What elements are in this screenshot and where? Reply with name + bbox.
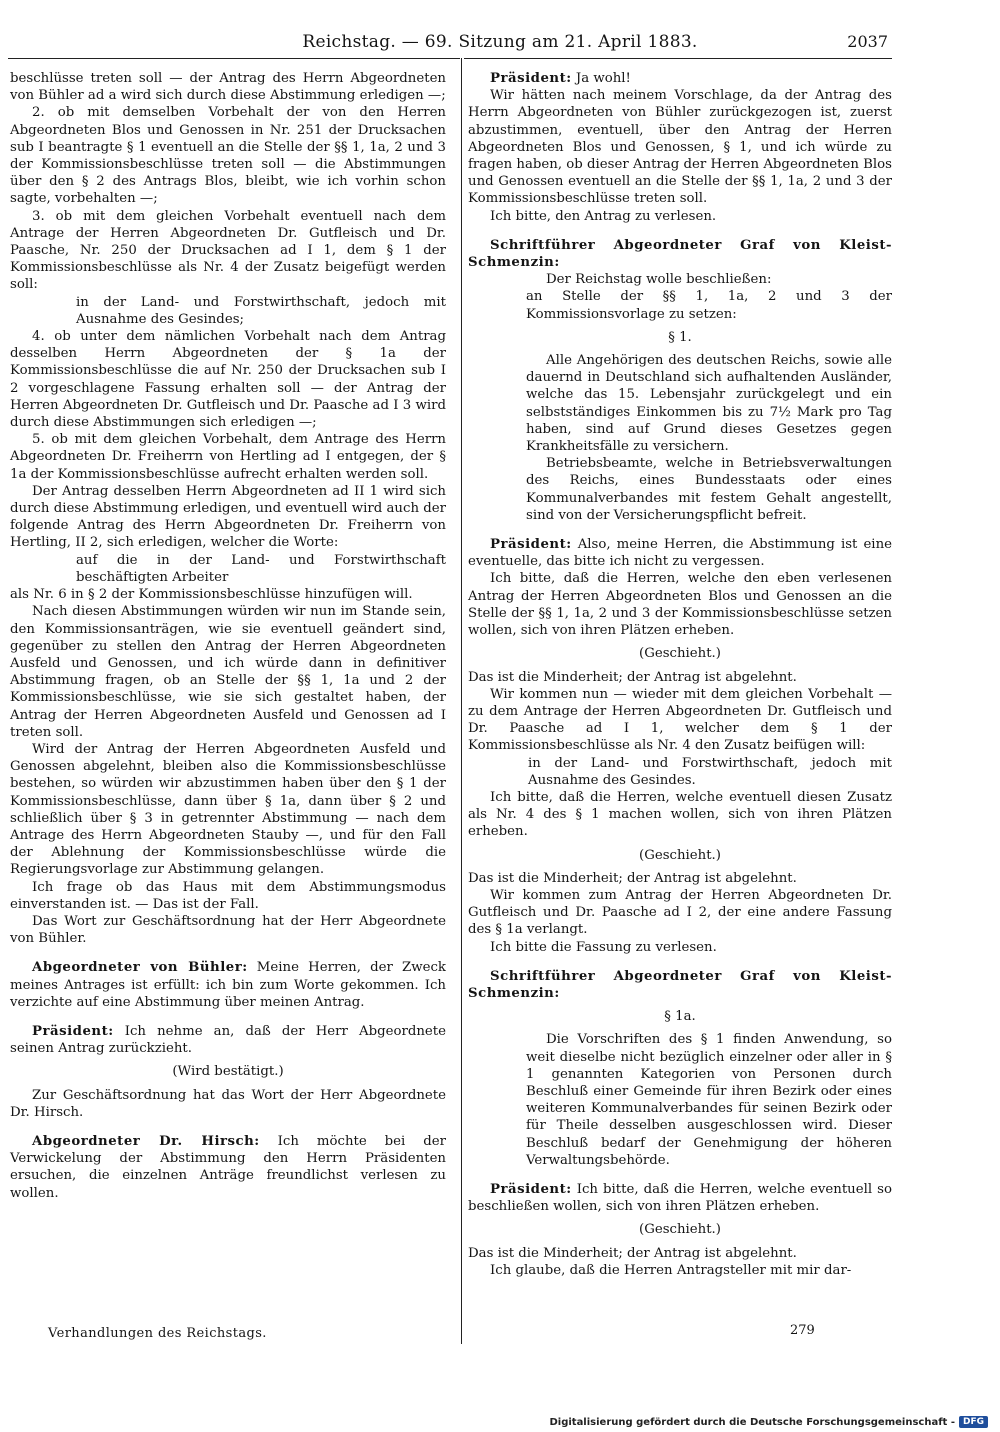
sheet-number: 279 [790,1323,815,1338]
running-head: Reichstag. — 69. Sitzung am 21. April 1883. [302,32,698,52]
text-paragraph: Die Vorschriften des § 1 finden Anwendung, so weit dieselbe nicht bezüglich einzelner oder aller in § 1 genannten Kategorien von Personen durch Beschluß einer Gemeinde für ihren Bezirk oder eines weiteren Kommunalverbandes für seinen Bezirk oder für Theile desselben ausgeschlossen wird. Dieser Beschluß bedarf der Genehmigung der höheren Verwaltungsbehörde. [526,1032,892,1168]
digitization-text: Digitalisierung gefördert durch die Deutsche Forschungsgemeinschaft - [549,1416,955,1428]
text-paragraph: als Nr. 6 in § 2 der Kommissionsbeschlüsse hinzufügen will. [10,587,413,603]
speech-paragraph [468,968,892,1002]
text-paragraph: Zur Geschäftsordnung hat das Wort der Herr Abgeordnete Dr. Hirsch. [10,1087,446,1120]
speech-text: Ich möchte bei der Verwickelung der Abstimmung den Herrn Präsidenten ersuchen, die einzelnen Anträge freundlichst verlesen zu wollen. [10,1133,446,1201]
speech-text: Ich bitte, daß die Herren, welche eventuell so beschließen wollen, sich von ihren Plätzen erheben. [468,1181,892,1215]
text-paragraph: Der Reichstag wolle beschließen: [546,272,772,288]
text-paragraph: Ich bitte, daß die Herren, welche eventuell diesen Zusatz als Nr. 4 des § 1 machen wollen, sich von ihren Plätzen erheben. [468,789,892,840]
speaker-name: Abgeordneter von Bühler: [32,960,248,976]
speech-paragraph [468,536,892,570]
text-paragraph: Betriebsbeamte, welche in Betriebsverwaltungen des Reichs, eines Bundesstaats oder eines Kommunalverbandes mit festem Gehalt angestellt, sind von der Versicherungspflicht befreit. [526,456,892,523]
text-paragraph: Ich bitte, den Antrag zu verlesen. [490,208,717,224]
speaker-name: Präsident: [490,71,572,86]
text-paragraph: § 1a. [664,1009,696,1025]
text-paragraph: Das ist die Minderheit; der Antrag ist abgelehnt. [468,870,797,886]
text-paragraph: Nach diesen Abstimmungen würden wir nun im Stande sein, den Kommissionsanträgen, wie sie eventuell geändert sind, gegenüber zu stellen den Antrag der Herren Abgeordneten Ausfeld und Genossen, und ich würde dann in definitiver Abstimmung fragen, ob an Stelle der §§ 1, 1a und 2 der Kommissionsbeschlüsse, wie sie sich gestaltet haben, der Antrag der Herren Abgeordneten Ausfeld und Genossen ad I treten soll. [10,604,446,740]
text-paragraph: auf die in der Land- und Forstwirthschaft beschäftigten Arbeiter [76,552,446,585]
text-paragraph: in der Land- und Forstwirthschaft, jedoch mit Ausnahme des Gesindes; [76,294,446,327]
speech-text: Meine Herren, der Zweck meines Antrages ist erfüllt: ich bin zum Worte gekommen. Ich verzichte auf eine Abstimmung über meinen Antrag. [10,960,446,1010]
speaker-name: Präsident: [32,1023,114,1039]
header-rule-right [464,58,892,59]
page-number: 2037 [847,32,888,51]
right-column [468,70,892,1279]
digitization-credit [549,1416,988,1428]
speech-paragraph [10,959,446,1011]
text-paragraph: 5. ob mit dem gleichen Vorbehalt, dem Antrage des Herrn Abgeordneten Dr. Freiherrn von Hertling ad I entgegen, der § 1a der Kommissionsbeschlüsse aufrecht erhalten werden soll. [10,432,446,482]
text-paragraph: Der Antrag desselben Herrn Abgeordneten ad II 1 wird sich durch diese Abstimmung erledigen, und eventuell wird auch der folgende Antrag des Herrn Abgeordneten Dr. Freiherrn von Hertling, II 2, sich erledigen, welcher die Worte: [10,483,446,551]
speech-paragraph [468,237,892,271]
speaker-name: Schriftführer Abgeordneter Graf von Kleist-Schmenzin: [468,237,892,271]
text-paragraph: 4. ob unter dem nämlichen Vorbehalt nach dem Antrag desselben Herrn Abgeordneten der § 1a der Kommissionsbeschlüsse die auf Nr. 250 der Drucksachen sub I 2 vorgeschlagene Fassung erhalten soll — der Antrag der Herren Abgeordneten Dr. Gutfleisch und Dr. Paasche ad I 3 wird durch diese Abstimmungen sich erledigen —; [10,329,446,431]
text-paragraph: Wir kommen zum Antrag der Herren Abgeordneten Dr. Gutfleisch und Dr. Paasche ad I 2, der eine andere Fassung des § 1a verlangt. [468,887,892,938]
speaker-name: Präsident: [490,1181,572,1197]
text-paragraph: (Geschieht.) [639,1222,721,1238]
text-paragraph: 2. ob mit demselben Vorbehalt der von den Herren Abgeordneten Blos und Genossen in Nr. 251 der Drucksachen sub I beantragte § 1 eventuell an die Stelle der §§ 1, 1a, 2 und 3 der Kommissionsbeschlüsse treten soll — die Abstimmungen über den § 2 des Antrags Blos, bleibt, wie ich vorhin schon sagte, vorbehalten —; [10,105,446,207]
speaker-name: Abgeordneter Dr. Hirsch: [32,1133,260,1149]
text-paragraph: Wird der Antrag der Herren Abgeordneten Ausfeld und Genossen abgelehnt, bleiben also die Kommissionsbeschlüsse bestehen, so würden wir abzustimmen haben über den § 1 der Kommissionsbeschlüsse, dann über § 1a, dann über § 2 und schließlich über § 3 in getrennter Abstimmung — nach dem Antrage des Herrn Abgeordneten Stauby —, und für den Fall der Ablehnung der Kommissionsbeschlüsse würde die Regierungsvorlage zur Abstimmung gelangen. [10,741,446,878]
text-paragraph: 3. ob mit dem gleichen Vorbehalt eventuell nach dem Antrage der Herren Abgeordneten Dr. Gutfleisch und Dr. Paasche, Nr. 250 der Drucksachen ad I 1, dem § 1 der Kommissionsbeschlüsse als Nr. 4 der Zusatz beigefügt werden soll: [10,208,446,293]
text-paragraph: an Stelle der §§ 1, 1a, 2 und 3 der Kommissionsvorlage zu setzen: [526,289,892,322]
speech-paragraph [468,1181,892,1215]
text-paragraph: Das ist die Minderheit; der Antrag ist abgelehnt. [468,1245,797,1261]
speech-text: Also, meine Herren, die Abstimmung ist eine eventuelle, das bitte ich nicht zu vergessen. [468,537,892,570]
text-paragraph: Ich bitte die Fassung zu verlesen. [490,939,717,955]
text-paragraph: (Geschieht.) [639,847,721,863]
text-paragraph: Ich frage ob das Haus mit dem Abstimmungsmodus einverstanden ist. — Das ist der Fall. [10,879,446,912]
column-divider [461,58,462,1344]
text-paragraph: Ich glaube, daß die Herren Antragsteller mit mir dar- [490,1262,852,1278]
dfg-logo: DFG [959,1416,988,1428]
text-paragraph: Wir kommen nun — wieder mit dem gleichen Vorbehalt — zu dem Antrage der Herren Abgeordneten Dr. Gutfleisch und Dr. Paasche ad I 1, welcher dem § 1 der Kommissionsbeschlüsse als Nr. 4 den Zusatz beifügen will: [468,686,892,754]
header-rule-left [8,58,460,59]
text-paragraph: (Wird bestätigt.) [172,1064,284,1080]
speech-text: Ja wohl! [571,71,631,86]
text-paragraph: (Geschieht.) [639,646,721,662]
speech-text: Ich nehme an, daß der Herr Abgeordnete seinen Antrag zurückzieht. [10,1023,446,1057]
page-header [0,30,1000,58]
speech-paragraph [10,1133,446,1202]
text-paragraph: beschlüsse treten soll — der Antrag des Herrn Abgeordneten von Bühler ad a wird sich durch diese Abstimmung erledigen —; [10,71,446,104]
speech-paragraph [10,1023,446,1057]
left-column [10,70,446,1202]
text-paragraph: § 1. [668,329,692,345]
text-paragraph: Das ist die Minderheit; der Antrag ist abgelehnt. [468,669,797,685]
speech-paragraph [468,70,892,87]
text-paragraph: Alle Angehörigen des deutschen Reichs, sowie alle dauernd in Deutschland sich aufhaltenden Ausländer, welche das 15. Lebensjahr zurückgelegt und ein selbstständiges Einkommen bis zu 7½ Mark pro Tag haben, sind auf Grund dieses Gesetzes gegen Krankheitsfälle zu versichern. [526,353,892,455]
footer-note: Verhandlungen des Reichstags. [48,1326,267,1341]
text-paragraph: Wir hätten nach meinem Vorschlage, da der Antrag des Herrn Abgeordneten von Bühler zurückgezogen ist, zuerst abzustimmen, eventuell, über den Antrag der Herren Abgeordneten Blos und Genossen, § 1, und ich würde zu fragen haben, ob dieser Antrag der Herren Abgeordneten Blos und Genossen eventuell an die Stelle der §§ 1, 1a, 2 und 3 der Kommissionsbeschlüsse treten soll. [468,88,892,207]
text-paragraph: in der Land- und Forstwirthschaft, jedoch mit Ausnahme des Gesindes. [528,755,892,788]
speaker-name: Schriftführer Abgeordneter Graf von Kleist-Schmenzin: [468,968,892,1001]
speaker-name: Präsident: [490,537,572,553]
text-paragraph: Ich bitte, daß die Herren, welche den eben verlesenen Antrag der Herren Abgeordneten Blos und Genossen an die Stelle der §§ 1, 1a, 2 und 3 der Kommissionsbeschlüsse setzen wollen, sich von ihren Plätzen erheben. [468,571,892,639]
text-paragraph: Das Wort zur Geschäftsordnung hat der Herr Abgeordnete von Bühler. [10,913,446,947]
